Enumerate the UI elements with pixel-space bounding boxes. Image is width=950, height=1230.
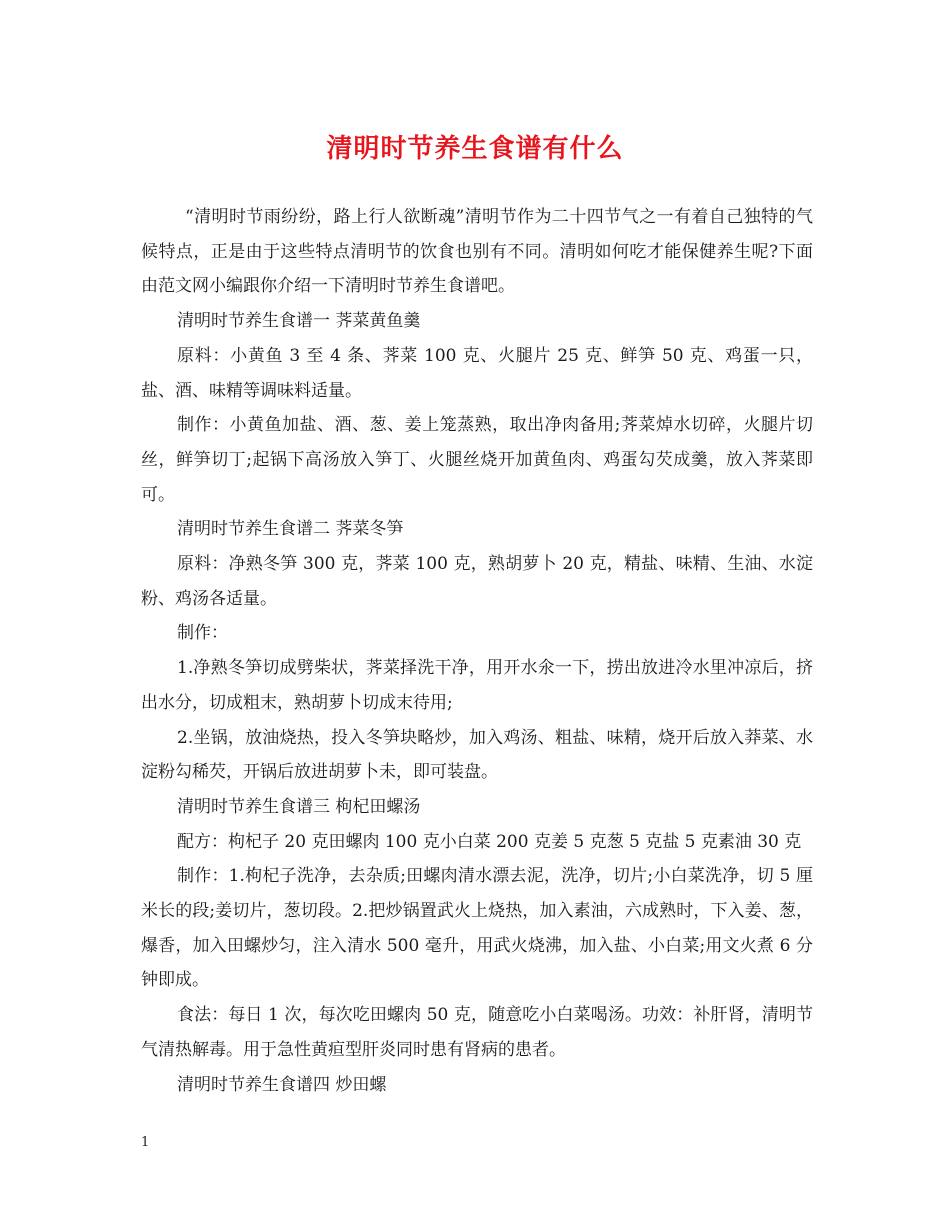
recipe-1-method: 制作：小黄鱼加盐、酒、葱、姜上笼蒸熟，取出净肉备用;荠菜焯水切碎，火腿片切丝，鲜笋切丁;起锅下高汤放入笋丁、火腿丝烧开加黄鱼肉、鸡蛋勾芡成羹，放入荠菜即可。 [141, 415, 813, 505]
recipe-2-ingredients: 原料：净熟冬笋 300 克，荠菜 100 克，熟胡萝卜 20 克，精盐、味精、生油、水淀粉、鸡汤各适量。 [141, 554, 813, 609]
recipe-2-heading: 清明时节养生食谱二 荠菜冬笋 [177, 519, 404, 540]
page-number: 1 [141, 1135, 150, 1150]
recipe-1-heading: 清明时节养生食谱一 荠菜黄鱼羹 [177, 311, 421, 332]
recipe-1-ingredients: 原料：小黄鱼 3 至 4 条、荠菜 100 克、火腿片 25 克、鲜笋 50 克、鸡蛋一只，盐、酒、味精等调味料适量。 [141, 345, 813, 401]
recipe-4-heading: 清明时节养生食谱四 炒田螺 [177, 1074, 387, 1095]
document-title: 清明时节养生食谱有什么 [326, 134, 624, 164]
recipe-2-step-2: 2.坐锅，放油烧热，投入冬笋块略炒，加入鸡汤、粗盐、味精，烧开后放入莽菜、水淀粉勾稀芡，开锅后放进胡萝卜未，即可装盘。 [141, 727, 813, 783]
recipe-3-ingredients: 配方：枸杞子 20 克田螺肉 100 克小白菜 200 克姜 5 克葱 5 克盐 5 克素油 30 克 [177, 831, 802, 852]
recipe-3-method: 制作：1.枸杞子洗净，去杂质;田螺肉清水漂去泥，洗净，切片;小白菜洗净，切 5 厘米长的段;姜切片，葱切段。2.把炒锅置武火上烧热，加入素油，六成熟时，下入姜、葱，爆香，加入田螺炒匀，注入清水 500 毫升，用武火烧沸，加入盐、小白菜;用文火煮 6 分钟即成。 [141, 866, 813, 991]
recipe-3-usage: 食法：每日 1 次，每次吃田螺肉 50 克，随意吃小白菜喝汤。功效：补肝肾，清明节气清热解毒。用于急性黄疸型肝炎同时患有肾病的患者。 [141, 1005, 813, 1060]
document-body [141, 200, 813, 1102]
recipe-2-step-1: 1.净熟冬笋切成劈柴状，荠菜择洗干净，用开水氽一下，捞出放进冷水里冲凉后，挤出水分，切成粗末，熟胡萝卜切成末待用; [141, 658, 813, 713]
recipe-3-heading: 清明时节养生食谱三 枸杞田螺汤 [177, 796, 421, 817]
intro-paragraph: “清明时节雨纷纷，路上行人欲断魂”清明节作为二十四节气之一有着自己独特的气候特点，正是由于这些特点清明节的饮食也别有不同。清明如何吃才能保健养生呢?下面由范文网小编跟你介绍一下清明时节养生食谱吧。 [141, 207, 813, 297]
recipe-2-method-label: 制作： [177, 623, 228, 644]
